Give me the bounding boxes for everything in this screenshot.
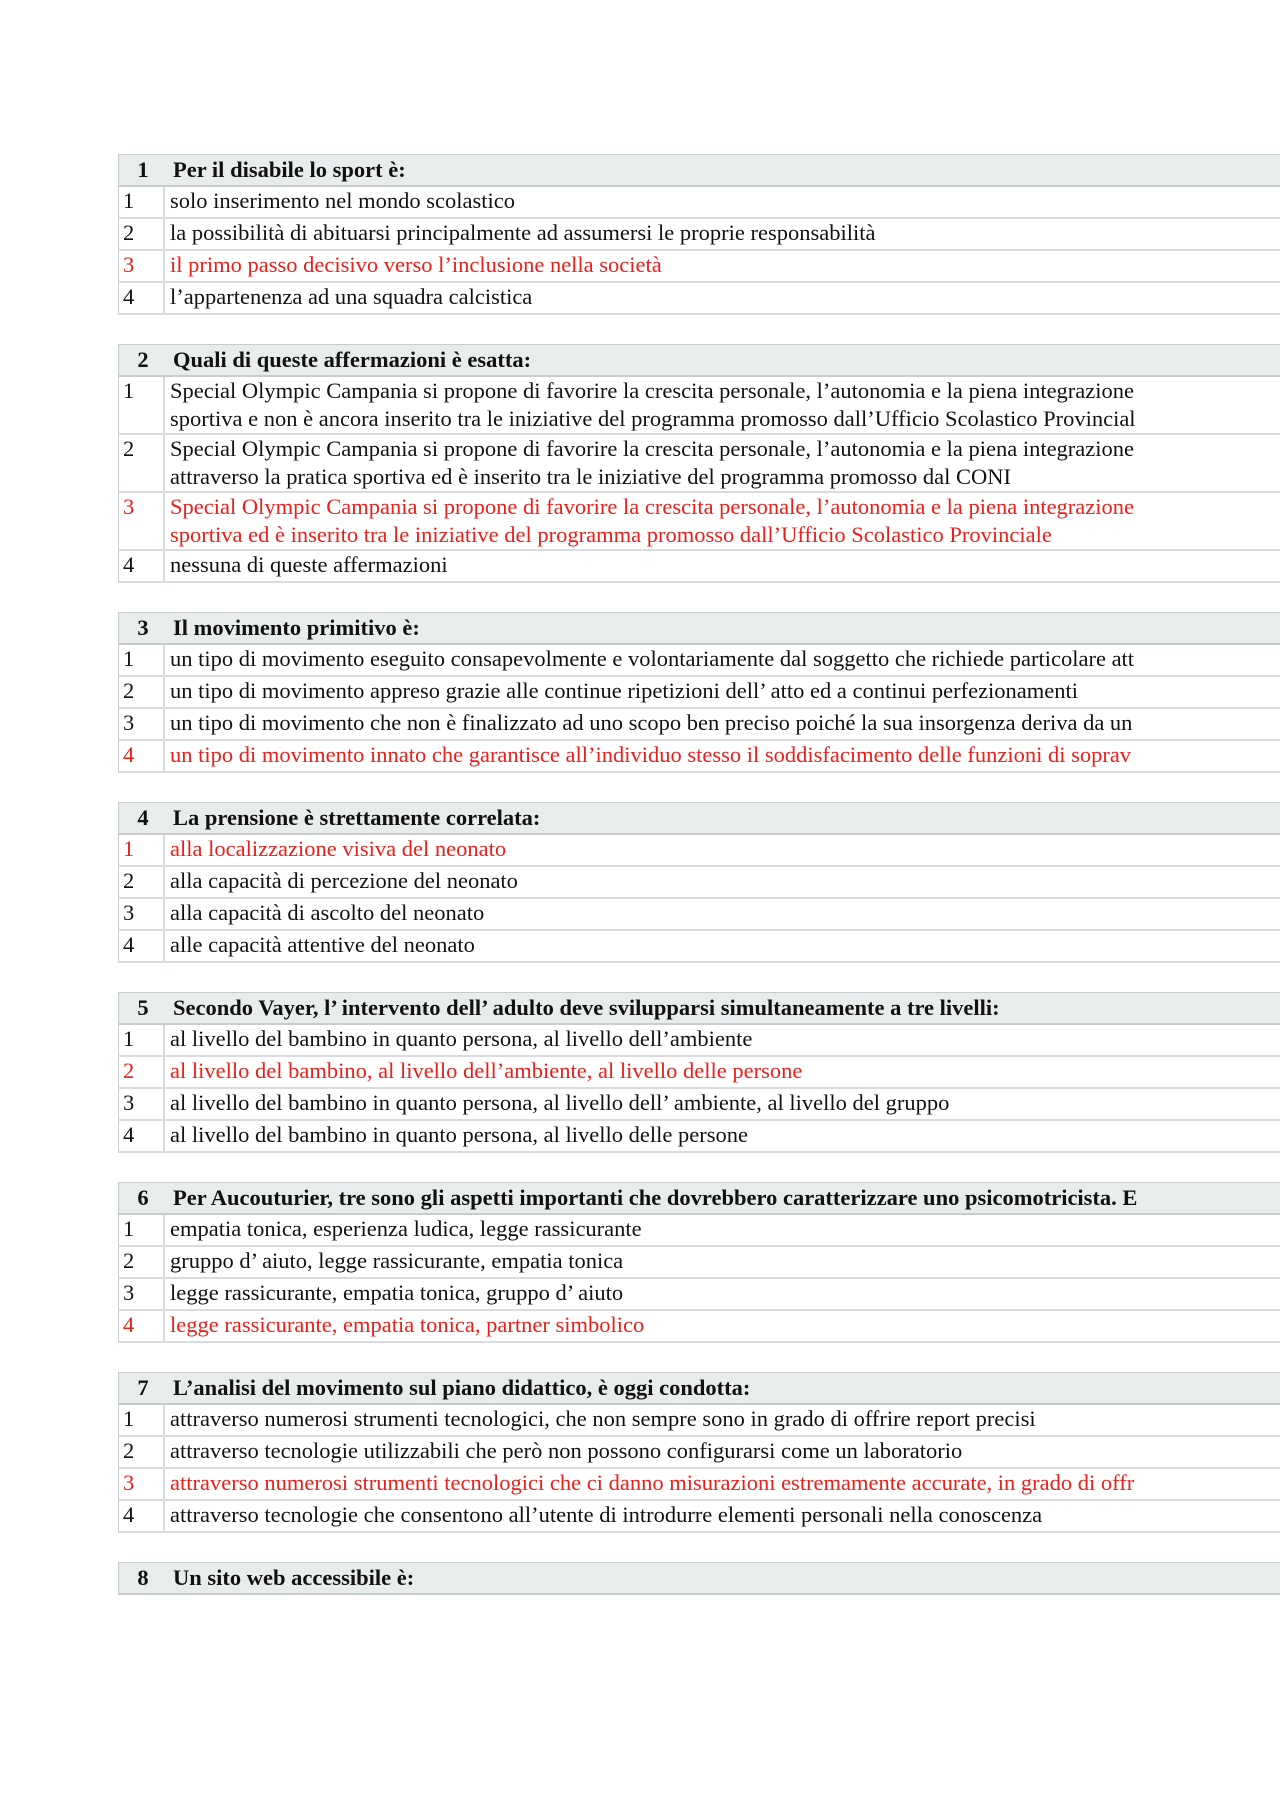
answer-text: alla capacità di ascolto del neonato xyxy=(170,900,485,925)
question-number: 7 xyxy=(137,1375,149,1400)
answer-number: 2 xyxy=(119,219,165,249)
question-block xyxy=(118,1182,1280,1343)
answer-text: l’appartenenza ad una squadra calcistica xyxy=(170,284,533,309)
answer-text: legge rassicurante, empatia tonica, gruppo d’ aiuto xyxy=(170,1280,624,1305)
question-text: Per il disabile lo sport è: xyxy=(173,157,406,182)
question-block xyxy=(118,1562,1280,1595)
answer-number: 1 xyxy=(119,187,165,217)
question-header xyxy=(118,802,1280,835)
answer-row xyxy=(118,1405,1280,1437)
answer-text: gruppo d’ aiuto, legge rassicurante, empatia tonica xyxy=(170,1248,624,1273)
answer-row-correct xyxy=(118,1311,1280,1343)
answer-number: 3 xyxy=(119,251,165,281)
answer-text: alla localizzazione visiva del neonato xyxy=(170,836,507,861)
question-number: 1 xyxy=(137,157,149,182)
question-text: Quali di queste affermazioni è esatta: xyxy=(173,347,532,372)
answer-text: un tipo di movimento che non è finalizzato ad uno scopo ben preciso poiché la sua insorgenza deriva da un xyxy=(170,710,1133,735)
question-number: 5 xyxy=(137,995,149,1020)
answer-row xyxy=(118,283,1280,315)
answer-number: 2 xyxy=(119,677,165,707)
answer-number: 3 xyxy=(119,493,165,549)
question-block xyxy=(118,344,1280,583)
answer-row xyxy=(118,551,1280,583)
answer-number: 1 xyxy=(119,377,165,433)
answer-number: 1 xyxy=(119,1215,165,1245)
question-block xyxy=(118,612,1280,773)
question-header xyxy=(118,344,1280,377)
question-block xyxy=(118,154,1280,315)
question-text: Per Aucouturier, tre sono gli aspetti importanti che dovrebbero caratterizzare uno psicomotricista. E xyxy=(173,1185,1138,1210)
answer-text: legge rassicurante, empatia tonica, partner simbolico xyxy=(170,1312,645,1337)
answer-row-correct xyxy=(118,493,1280,551)
answer-text: attraverso numerosi strumenti tecnologici che ci danno misurazioni estremamente accurate, in grado di offr xyxy=(170,1470,1135,1495)
answer-text: al livello del bambino in quanto persona, al livello delle persone xyxy=(170,1122,748,1147)
answer-row xyxy=(118,1215,1280,1247)
answer-row-correct xyxy=(118,741,1280,773)
answer-text: al livello del bambino in quanto persona, al livello dell’ambiente xyxy=(170,1026,753,1051)
question-text: Secondo Vayer, l’ intervento dell’ adulto deve svilupparsi simultaneamente a tre livelli: xyxy=(173,995,1000,1020)
answer-row xyxy=(118,1121,1280,1153)
answer-text: alle capacità attentive del neonato xyxy=(170,932,475,957)
quiz-sheet xyxy=(118,154,1280,1624)
answer-row xyxy=(118,435,1280,493)
answer-number: 2 xyxy=(119,1437,165,1467)
answer-row-correct xyxy=(118,1469,1280,1501)
question-number: 3 xyxy=(137,615,149,640)
answer-row-correct xyxy=(118,251,1280,283)
question-block xyxy=(118,802,1280,963)
answer-text: il primo passo decisivo verso l’inclusione nella società xyxy=(170,252,662,277)
answer-row-correct xyxy=(118,835,1280,867)
answer-number: 2 xyxy=(119,867,165,897)
answer-number: 4 xyxy=(119,283,165,313)
answer-text: Special Olympic Campania si propone di favorire la crescita personale, l’autonomia e la piena integrazione attraverso la pratica sportiva ed è inserito tra le iniziative del programma promosso dal CONI xyxy=(170,436,1135,489)
answer-row xyxy=(118,645,1280,677)
answer-row xyxy=(118,1279,1280,1311)
question-header xyxy=(118,1372,1280,1405)
answer-text: Special Olympic Campania si propone di favorire la crescita personale, l’autonomia e la piena integrazione sportiva e non è ancora inserito tra le iniziative del programma promosso dall’Ufficio Scolastico Provincial xyxy=(170,378,1136,431)
question-number: 8 xyxy=(137,1565,149,1590)
answer-text: attraverso tecnologie utilizzabili che però non possono configurarsi come un laboratorio xyxy=(170,1438,963,1463)
answer-text: al livello del bambino, al livello dell’ambiente, al livello delle persone xyxy=(170,1058,803,1083)
answer-number: 4 xyxy=(119,551,165,581)
answer-number: 4 xyxy=(119,1501,165,1531)
answer-number: 1 xyxy=(119,1025,165,1055)
question-text: Un sito web accessibile è: xyxy=(173,1565,415,1590)
question-header xyxy=(118,1182,1280,1215)
answer-text: attraverso tecnologie che consentono all’utente di introdurre elementi personali nella conoscenza xyxy=(170,1502,1043,1527)
answer-text: solo inserimento nel mondo scolastico xyxy=(170,188,515,213)
answer-row xyxy=(118,1247,1280,1279)
question-header xyxy=(118,992,1280,1025)
answer-number: 2 xyxy=(119,1247,165,1277)
answer-text: nessuna di queste affermazioni xyxy=(170,552,448,577)
answer-row xyxy=(118,1089,1280,1121)
answer-number: 2 xyxy=(119,1057,165,1087)
answer-text: un tipo di movimento innato che garantisce all’individuo stesso il soddisfacimento delle funzioni di soprav xyxy=(170,742,1132,767)
answer-text: un tipo di movimento eseguito consapevolmente e volontariamente dal soggetto che richiede particolare att xyxy=(170,646,1135,671)
question-number: 4 xyxy=(137,805,149,830)
answer-number: 4 xyxy=(119,1311,165,1341)
answer-text: alla capacità di percezione del neonato xyxy=(170,868,518,893)
question-number: 6 xyxy=(137,1185,149,1210)
answer-number: 3 xyxy=(119,709,165,739)
answer-text: un tipo di movimento appreso grazie alle continue ripetizioni dell’ atto ed a continui perfezionamenti xyxy=(170,678,1079,703)
answer-row xyxy=(118,1437,1280,1469)
question-block xyxy=(118,1372,1280,1533)
answer-number: 1 xyxy=(119,835,165,865)
question-block xyxy=(118,992,1280,1153)
answer-row xyxy=(118,1025,1280,1057)
answer-text: empatia tonica, esperienza ludica, legge rassicurante xyxy=(170,1216,642,1241)
answer-row-correct xyxy=(118,1057,1280,1089)
answer-text: al livello del bambino in quanto persona, al livello dell’ ambiente, al livello del gruppo xyxy=(170,1090,950,1115)
answer-number: 1 xyxy=(119,645,165,675)
answer-row xyxy=(118,219,1280,251)
answer-number: 4 xyxy=(119,931,165,961)
answer-row xyxy=(118,867,1280,899)
question-text: La prensione è strettamente correlata: xyxy=(173,805,541,830)
question-text: Il movimento primitivo è: xyxy=(173,615,420,640)
answer-text: attraverso numerosi strumenti tecnologici, che non sempre sono in grado di offrire report precisi xyxy=(170,1406,1036,1431)
question-header xyxy=(118,154,1280,187)
answer-number: 4 xyxy=(119,741,165,771)
question-number: 2 xyxy=(137,347,149,372)
answer-row xyxy=(118,677,1280,709)
answer-row xyxy=(118,1501,1280,1533)
answer-number: 1 xyxy=(119,1405,165,1435)
answer-number: 3 xyxy=(119,1089,165,1119)
answer-text: la possibilità di abituarsi principalmente ad assumersi le proprie responsabilità xyxy=(170,220,876,245)
answer-number: 3 xyxy=(119,899,165,929)
question-header xyxy=(118,612,1280,645)
answer-text: Special Olympic Campania si propone di favorire la crescita personale, l’autonomia e la piena integrazione sportiva ed è inserito tra le iniziative del programma promosso dall’Ufficio Scolastico Provinciale xyxy=(170,494,1135,547)
answer-row xyxy=(118,931,1280,963)
answer-row xyxy=(118,709,1280,741)
question-text: L’analisi del movimento sul piano didattico, è oggi condotta: xyxy=(173,1375,751,1400)
answer-number: 2 xyxy=(119,435,165,491)
answer-row xyxy=(118,899,1280,931)
answer-number: 3 xyxy=(119,1469,165,1499)
answer-row xyxy=(118,187,1280,219)
question-header xyxy=(118,1562,1280,1595)
answer-number: 3 xyxy=(119,1279,165,1309)
answer-number: 4 xyxy=(119,1121,165,1151)
answer-row xyxy=(118,377,1280,435)
